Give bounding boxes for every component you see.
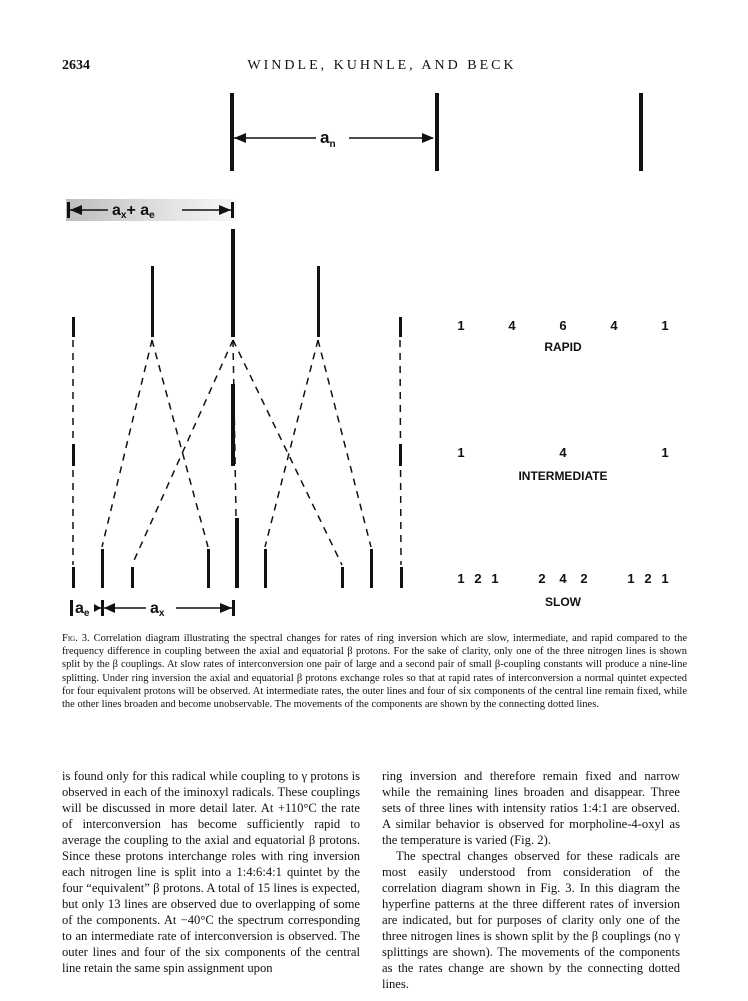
intermediate-label: INTERMEDIATE [518, 469, 608, 483]
svg-text:2: 2 [644, 571, 652, 586]
nitrogen-line-left [230, 93, 234, 171]
body-paragraph: is found only for this radical while coupling to γ protons is observed in each of the iminoxyl radicals. These couplings will be discussed in more detail later. At +110°C the rate of interconversion has become sufficiently rapid to average the coupling to the axial and equatorial β protons. Since these protons interchange roles with ring inversion each nitrogen line is split into a 1:4:6:4:1 quintet by the four “equivalent” β protons. A total of 15 lines is expected, but only 13 lines are observed due to overlapping of some of the components. At −40°C the spectrum corresponding to an intermediate rate of interconversion is observed. The outer lines and four of the six components of the central line retain the same spin assignment upon [62, 769, 360, 975]
svg-text:2: 2 [538, 571, 546, 586]
page-number: 2634 [62, 58, 90, 73]
slow-intensities [457, 571, 668, 586]
intermediate-lines [72, 384, 402, 466]
body-column-right [382, 768, 680, 992]
figure-caption [62, 632, 687, 711]
running-title: WINDLE, KUHNLE, AND BECK [247, 58, 517, 73]
an-arrow [234, 128, 434, 150]
ax-plus-ae-bar [66, 199, 236, 221]
intermediate-intensities [457, 445, 668, 460]
rapid-intensities [457, 318, 668, 333]
svg-text:2: 2 [474, 571, 482, 586]
svg-text:1: 1 [457, 318, 465, 333]
nitrogen-line-center [435, 93, 439, 171]
body-paragraph: The spectral changes observed for these radicals are most easily understood from consideration of the correlation diagram shown in Fig. 3. In this diagram the hyperfine patterns at the three different rates of inversion are indicated, but for purposes of clarity only one of the three nitrogen lines is shown split by the β couplings (no γ splittings are shown). The movements of the components as the rates change are shown by the connecting dotted lines. [382, 849, 680, 991]
svg-text:1: 1 [491, 571, 499, 586]
rapid-label: RAPID [544, 340, 582, 354]
rapid-quintet [72, 229, 402, 337]
svg-text:1: 1 [627, 571, 635, 586]
svg-text:4: 4 [508, 318, 516, 333]
nitrogen-line-right [639, 93, 643, 171]
slow-label: SLOW [545, 595, 581, 609]
ax-label: ax [150, 600, 165, 619]
svg-text:1: 1 [661, 571, 669, 586]
figure-caption-text: Correlation diagram illustrating the spectral changes for rates of ring inversion which are slow, intermediate, and rapid compared to the frequency difference in coupling between the axial and equatorial β protons. For the sake of clarity, only one of the three nitrogen lines is shown split by the β couplings. At slow rates of interconversion one pair of large and a second pair of small β-coupling constants will produce a nine-line splitting. Under ring inversion the axial and equatorial β protons exchange roles so that at rapid rates of interconversion a normal quintet expected for four equivalent protons will be observed. At intermediate rates, the outer lines and four of six components of the central line remain fixed, while the other lines broaden and become unobservable. The movements of the components are shown by the connecting dotted lines. [62, 633, 688, 711]
body-paragraph: ring inversion and therefore remain fixed and narrow while the remaining lines broaden and disappear. Three sets of three lines with intensity ratios 1:4:1 are observed. A similar behavior is observed for morpholine-4-oxyl as the temperature is varied (Fig. 2). [382, 769, 680, 847]
ae-label: ae [75, 600, 90, 619]
an-label: $a_n$ [320, 128, 336, 150]
svg-text:1: 1 [661, 445, 669, 460]
svg-text:4: 4 [559, 445, 567, 460]
body-column-left [62, 768, 360, 976]
svg-text:2: 2 [580, 571, 588, 586]
svg-text:6: 6 [559, 318, 567, 333]
svg-text:4: 4 [559, 571, 567, 586]
slow-lines [72, 518, 403, 588]
nitrogen-lines [230, 93, 643, 171]
figure-caption-label: Fig. 3. [62, 633, 90, 644]
ae-ax-arrows [70, 600, 235, 619]
svg-text:1: 1 [661, 318, 669, 333]
svg-text:4: 4 [610, 318, 618, 333]
svg-text:1: 1 [457, 571, 465, 586]
ax-plus-ae-label: ax+ ae [112, 202, 155, 221]
svg-text:1: 1 [457, 445, 465, 460]
